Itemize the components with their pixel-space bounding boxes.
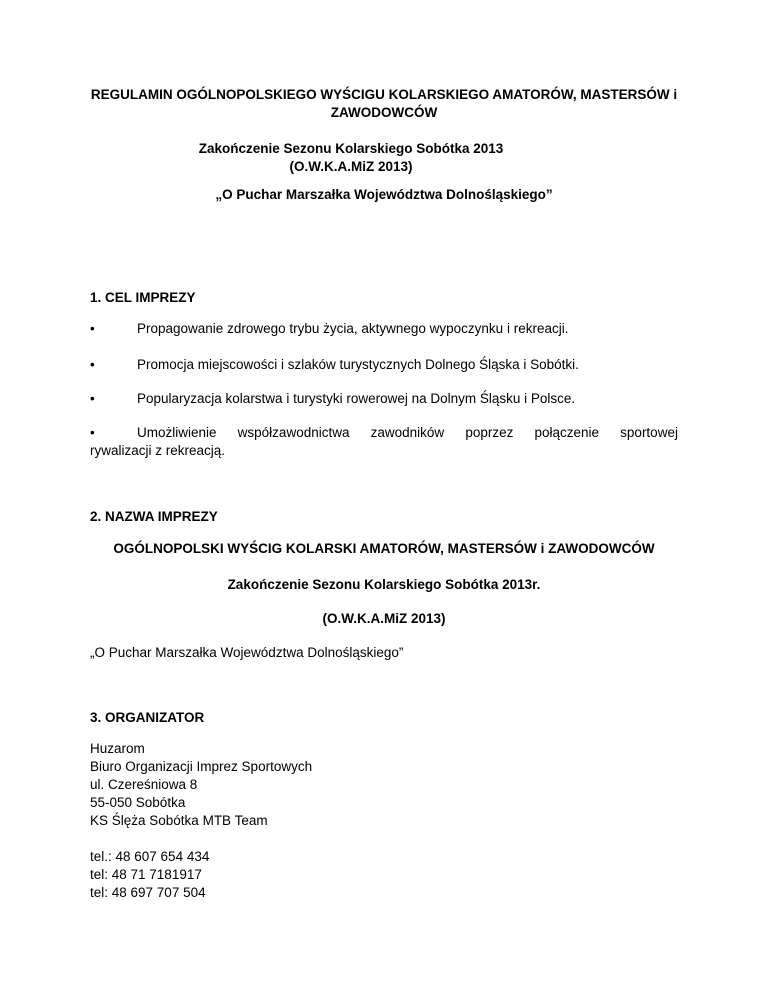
event-cup: „O Puchar Marszałka Województwa Dolnośląskiego” <box>90 645 404 660</box>
organizer-phones <box>90 848 209 902</box>
organizer-line: KS Ślęża Sobótka MTB Team <box>90 813 268 828</box>
event-abbreviation: (O.W.K.A.MiZ 2013) <box>322 611 446 626</box>
document-title-line-2: ZAWODOWCÓW <box>330 105 438 120</box>
organizer-line: Huzarom <box>90 741 145 756</box>
document-subtitle <box>188 140 514 176</box>
section-2-heading: 2. NAZWA IMPREZY <box>90 509 218 524</box>
document-title <box>90 86 678 122</box>
organizer-line: ul. Czereśniowa 8 <box>90 777 198 792</box>
subtitle-abbreviation: (O.W.K.A.MiZ 2013) <box>289 159 413 174</box>
list-item-text: Propagowanie zdrowego trybu życia, aktywnego wypoczynku i rekreacji. <box>137 321 569 336</box>
bullet-icon: • <box>90 425 95 440</box>
event-name: OGÓLNOPOLSKI WYŚCIG KOLARSKI AMATORÓW, MASTERSÓW i ZAWODOWCÓW <box>113 541 655 556</box>
organizer-address <box>90 740 312 830</box>
list-item-word: współzawodnictwa <box>237 425 350 440</box>
list-item <box>90 424 678 460</box>
phone-line: tel.: 48 607 654 434 <box>90 849 210 864</box>
bullet-icon: • <box>90 357 95 372</box>
list-item-text: Popularyzacja kolarstwa i turystyki rowerowej na Dolnym Śląsku i Polsce. <box>137 391 576 406</box>
bullet-icon: • <box>90 321 95 336</box>
phone-line: tel: 48 71 7181917 <box>90 867 202 882</box>
event-season: Zakończenie Sezonu Kolarskiego Sobótka 2013r. <box>227 577 541 592</box>
organizer-line: Biuro Organizacji Imprez Sportowych <box>90 759 313 774</box>
bullet-icon: • <box>90 391 95 406</box>
section-3-heading: 3. ORGANIZATOR <box>90 710 205 725</box>
list-item-word: poprzez <box>465 425 514 440</box>
document-cup-title: „O Puchar Marszałka Województwa Dolnośląskiego” <box>215 187 553 202</box>
list-item-continuation: rywalizacji z rekreacją. <box>90 443 226 458</box>
phone-line: tel: 48 697 707 504 <box>90 885 206 900</box>
list-item-word: sportowej <box>620 425 678 440</box>
list-item-word: zawodników <box>370 425 445 440</box>
section-1-heading: 1. CEL IMPREZY <box>90 290 196 305</box>
document-title-line-1: REGULAMIN OGÓLNOPOLSKIEGO WYŚCIGU KOLARSKIEGO AMATORÓW, MASTERSÓW i <box>90 87 678 102</box>
organizer-line: 55-050 Sobótka <box>90 795 186 810</box>
list-item-word: Umożliwienie <box>137 425 217 440</box>
list-item-text: Promocja miejscowości i szlaków turystycznych Dolnego Śląska i Sobótki. <box>137 357 579 372</box>
list-item-word: połączenie <box>534 425 600 440</box>
subtitle-season: Zakończenie Sezonu Kolarskiego Sobótka 2013 <box>198 141 504 156</box>
list-item-text <box>90 424 678 442</box>
